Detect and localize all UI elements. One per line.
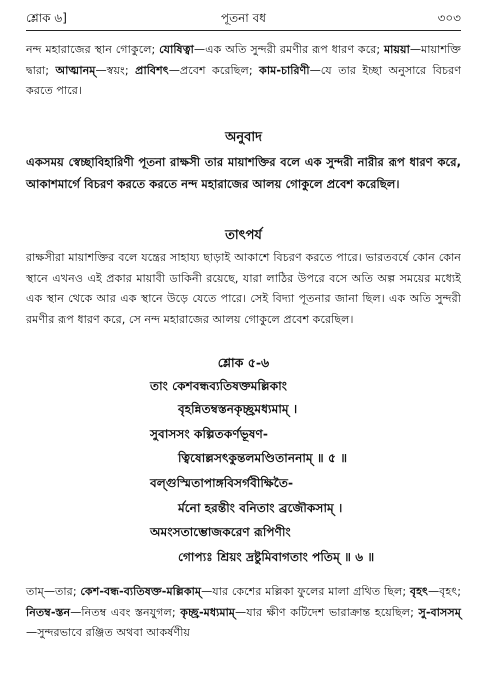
synonym-word: কৃচ্ছ্র-মধ্যমাম্	[180, 605, 236, 619]
synonym-meaning: —যে তার ইচ্ছা অনুসারে বিচরণ করতে পারে।	[26, 63, 461, 97]
synonym-meaning: —বৃহৎ;	[427, 585, 461, 598]
synonym-word: কেশ-বন্ধ-ব্যতিষক্ত-মল্লিকাম্	[80, 585, 202, 598]
verse-reference: শ্লোক ৬]	[26, 11, 67, 25]
synonym-meaning: —মায়াশক্তি দ্বারা;	[26, 43, 462, 77]
verse-line: ত্বিষোল্লসৎকুন্তলমণ্ডিতাননাম্ ॥ ৫ ॥	[178, 451, 348, 465]
synonym-word: আত্মানম্	[55, 63, 96, 77]
header-rule	[26, 30, 461, 31]
verse-line: অমংসতাম্ভোজকরেণ রূপিণীং	[150, 525, 291, 539]
synonym-meaning: —সুন্দরভাবে রঞ্জিত অথবা আকর্ষণীয়	[26, 626, 190, 639]
synonyms-bottom	[26, 582, 461, 644]
verse-line: র্মনো হরন্তীং বনিতাং ব্রজৌকসাম্ ।	[178, 501, 343, 515]
verse-line: তাং কেশবন্ধব্যতিষক্তমল্লিকাং	[150, 379, 288, 393]
verse-title: শ্লোক ৫-৬	[217, 355, 270, 370]
synonym-meaning: —স্বয়ং;	[95, 63, 136, 77]
synonym-meaning: —যার ক্ষীণ কটিদেশ ভারাক্রান্ত হয়েছিল;	[235, 605, 419, 619]
synonym-word: বৃহৎ	[409, 585, 428, 598]
purport-text: রাক্ষসীরা মায়াশক্তির বলে যন্ত্রের সাহায্য ছাড়াই আকাশে বিচরণ করতে পারে। ভারতবর্ষে কোন কোন স্থানে এখনও এই প্রকার মায়াবী ডাকিনী রয়েছে, যারা লাঠির উপরে বসে অতি অল্প সময়ের মধ্যেই এক স্থান থেকে আর এক স্থানে উড়ে যেতে পারে। সেই বিদ্যা পূতনার জানা ছিল। এক অতি সুন্দরী রমণীর রূপ ধারণ করে, সে নন্দ মহারাজের আলয় গোকুলে প্রবেশ করেছিল।	[26, 251, 461, 326]
synonym-word: প্রাবিশৎ	[135, 63, 169, 77]
synonym-meaning: —যার কেশের মল্লিকা ফুলের মালা গ্রথিত ছিল;	[201, 585, 410, 598]
synonym-meaning: —প্রবেশ করেছিল;	[168, 63, 260, 77]
translation-heading: অনুবাদ	[225, 130, 262, 145]
synonym-word: কাম-চারিণী	[259, 63, 310, 77]
synonym-meaning: —নিতম্ব এবং স্তনযুগল;	[70, 605, 181, 619]
synonym-meaning: তাম্—তার;	[26, 585, 81, 598]
synonym-word: মায়য়া	[383, 43, 410, 56]
page-header	[26, 10, 461, 30]
synonym-meaning: নন্দ মহারাজের স্থান গোকুলে;	[26, 43, 160, 56]
page-number: ৩০৩	[437, 11, 461, 25]
verse-line: বল্গুস্মিতাপাঙ্গবিসর্গবীক্ষিতৈ-	[150, 476, 294, 490]
verse-line: সুবাসসং কল্পিতকর্ণভূষণ-	[150, 427, 268, 441]
synonym-word: নিতম্ব-স্তন	[26, 605, 71, 619]
purport-heading: তাৎপর্য	[225, 228, 262, 243]
verse-line: গোপ্যঃ শ্রিয়ং দ্রষ্টুমিবাগতাং পতিম্ ॥ ৬ ॥	[178, 550, 375, 564]
chapter-title: পূতনা বধ	[220, 11, 266, 25]
translation-text: একসময় স্বেচ্ছাবিহারিণী পূতনা রাক্ষসী তার মায়াশক্তির বলে এক সুন্দরী নারীর রূপ ধারণ করে, আকাশমার্গে বিচরণ করতে করতে নন্দ মহারাজের আলয় গোকুলে প্রবেশ করেছিল।	[26, 155, 461, 191]
synonyms-top	[26, 40, 461, 102]
verse-line: বৃহন্নিতম্বস্তনকৃচ্ছ্রমধ্যমাম্ ।	[178, 402, 298, 416]
synonym-meaning: —এক অতি সুন্দরী রমণীর রূপ ধারণ করে;	[193, 43, 384, 56]
synonym-word: যোষিত্বা	[159, 43, 194, 56]
synonym-word: সু-বাসসম্	[418, 605, 461, 619]
